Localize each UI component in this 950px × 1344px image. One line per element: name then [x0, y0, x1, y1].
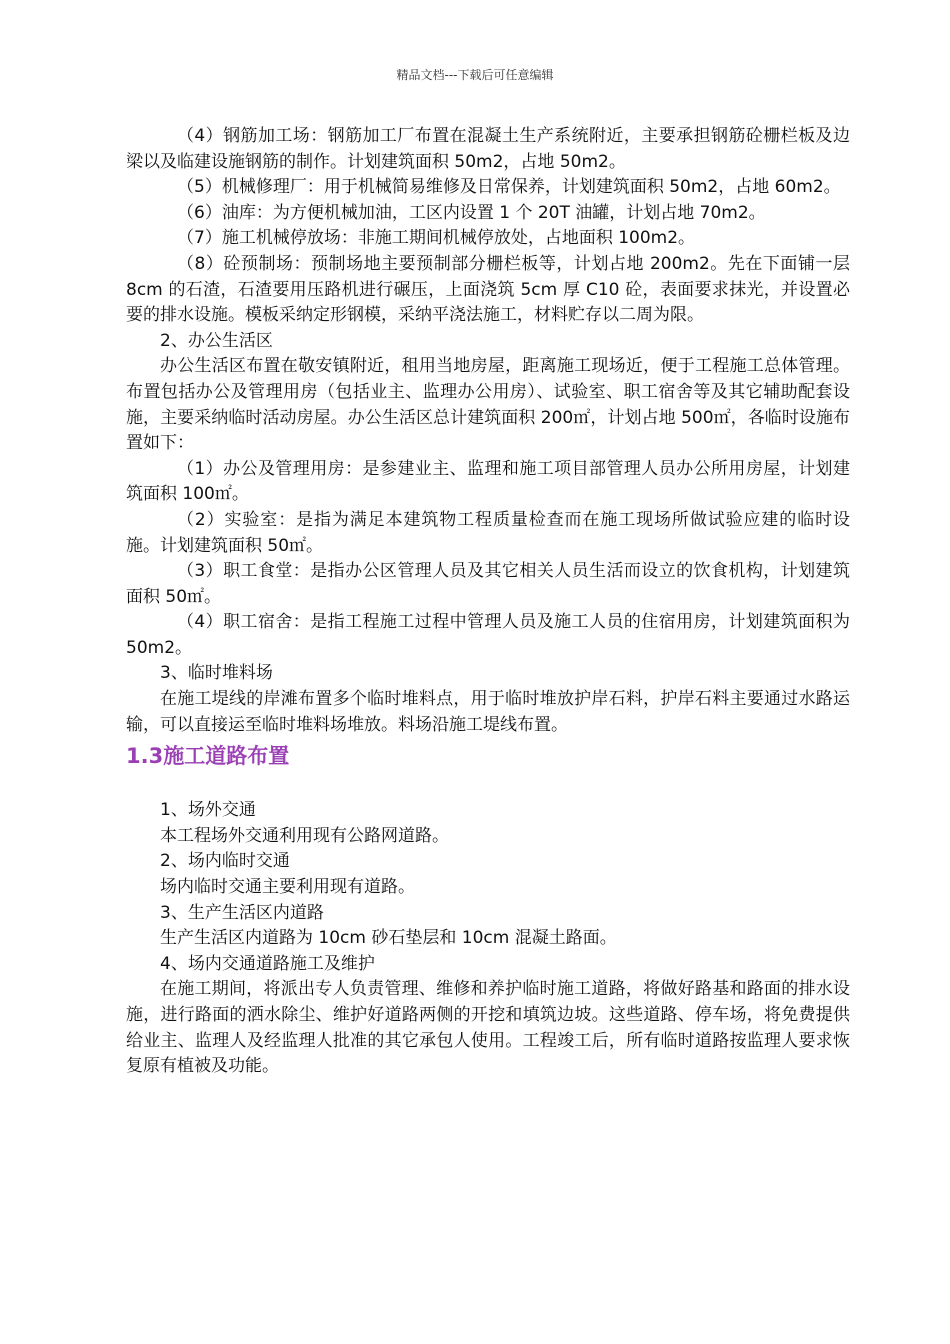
paragraph-office-rooms: （1）办公及管理用房：是参建业主、监理和施工项目部管理人员办公所用房屋，计划建筑面积 100㎡。	[126, 458, 850, 505]
paragraph-rebar-yard: （4）钢筋加工场：钢筋加工厂布置在混凝土生产系统附近，主要承担钢筋砼栅栏板及边梁以及临建设施钢筋的制作。计划建筑面积 50m2，占地 50m2。	[126, 126, 850, 172]
paragraph-road-maintenance: 在施工期间，将派出专人负责管理、维修和养护临时施工道路，将做好路基和路面的排水设施，进行路面的洒水除尘、维护好道路两侧的开挖和填筑边坡。这些道路、停车场，将免费提供给业主、监理人及经监理人批准的其它承包人使用。工程竣工后，所有临时道路按监理人要求恢复原有植被及功能。	[126, 979, 850, 1077]
paragraph-dormitory: （4）职工宿舍：是指工程施工过程中管理人员及施工人员的住宿用房，计划建筑面积为 50m2。	[126, 612, 850, 658]
subsection-external-traffic: 1、场外交通	[160, 800, 256, 821]
paragraph-internal-traffic: 场内临时交通主要利用现有道路。	[160, 877, 415, 898]
section-heading-roads: 1.3施工道路布置	[126, 744, 290, 769]
document-body	[126, 124, 850, 1080]
paragraph-oil-depot: （6）油库：为方便机械加油，工区内设置 1 个 20T 油罐，计划占地 70m2。	[177, 202, 766, 223]
subsection-living-area-roads: 3、生产生活区内道路	[160, 902, 324, 923]
paragraph-stockpile: 在施工堤线的岸滩布置多个临时堆料点，用于临时堆放护岸石料，护岸石料主要通过水路运输，可以直接运至临时堆料场堆放。料场沿施工堤线布置。	[126, 689, 850, 735]
section-stockpile: 3、临时堆料场	[160, 663, 273, 684]
subsection-internal-traffic: 2、场内临时交通	[160, 851, 290, 872]
paragraph-machine-repair: （5）机械修理厂：用于机械简易维修及日常保养，计划建筑面积 50m2，占地 60m2。	[177, 177, 841, 198]
paragraph-laboratory: （2）实验室：是指为满足本建筑物工程质量检查而在施工现场所做试验应建的临时设施。计划建筑面积 50㎡。	[126, 509, 850, 556]
paragraph-machine-parking: （7）施工机械停放场：非施工期间机械停放处，占地面积 100m2。	[177, 228, 696, 249]
paragraph-precast-yard: （8）砼预制场：预制场地主要预制部分栅栏板等，计划占地 200m2。先在下面铺一层 8cm 的石渣，石渣要用压路机进行碾压，上面浇筑 5cm 厚 C10 砼，表面要求抹光，并设置必要的排水设施。模板采纳定形钢模，采纳平浇法施工，材料贮存以二周为限。	[126, 253, 850, 326]
subsection-road-maintenance: 4、场内交通道路施工及维护	[160, 953, 375, 974]
spacer	[126, 772, 850, 798]
paragraph-canteen: （3）职工食堂：是指办公区管理人员及其它相关人员生活而设立的饮食机构，计划建筑面积 50㎡。	[126, 561, 850, 607]
section-office-living: 2、办公生活区	[160, 330, 273, 351]
page-header: 精品文档---下载后可任意编辑	[396, 68, 554, 82]
paragraph-living-area-roads: 生产生活区内道路为 10cm 砂石垫层和 10cm 混凝土路面。	[160, 928, 617, 949]
paragraph-office-living: 办公生活区布置在敬安镇附近，租用当地房屋，距离施工现场近，便于工程施工总体管理。布置包括办公及管理用房（包括业主、监理办公用房）、试验室、职工宿舍等及其它辅助配套设施，主要采纳临时活动房屋。办公生活区总计建筑面积 200㎡，计划占地 500㎡，各临时设施布置如下：	[126, 356, 850, 454]
paragraph-external-traffic: 本工程场外交通利用现有公路网道路。	[160, 825, 449, 846]
